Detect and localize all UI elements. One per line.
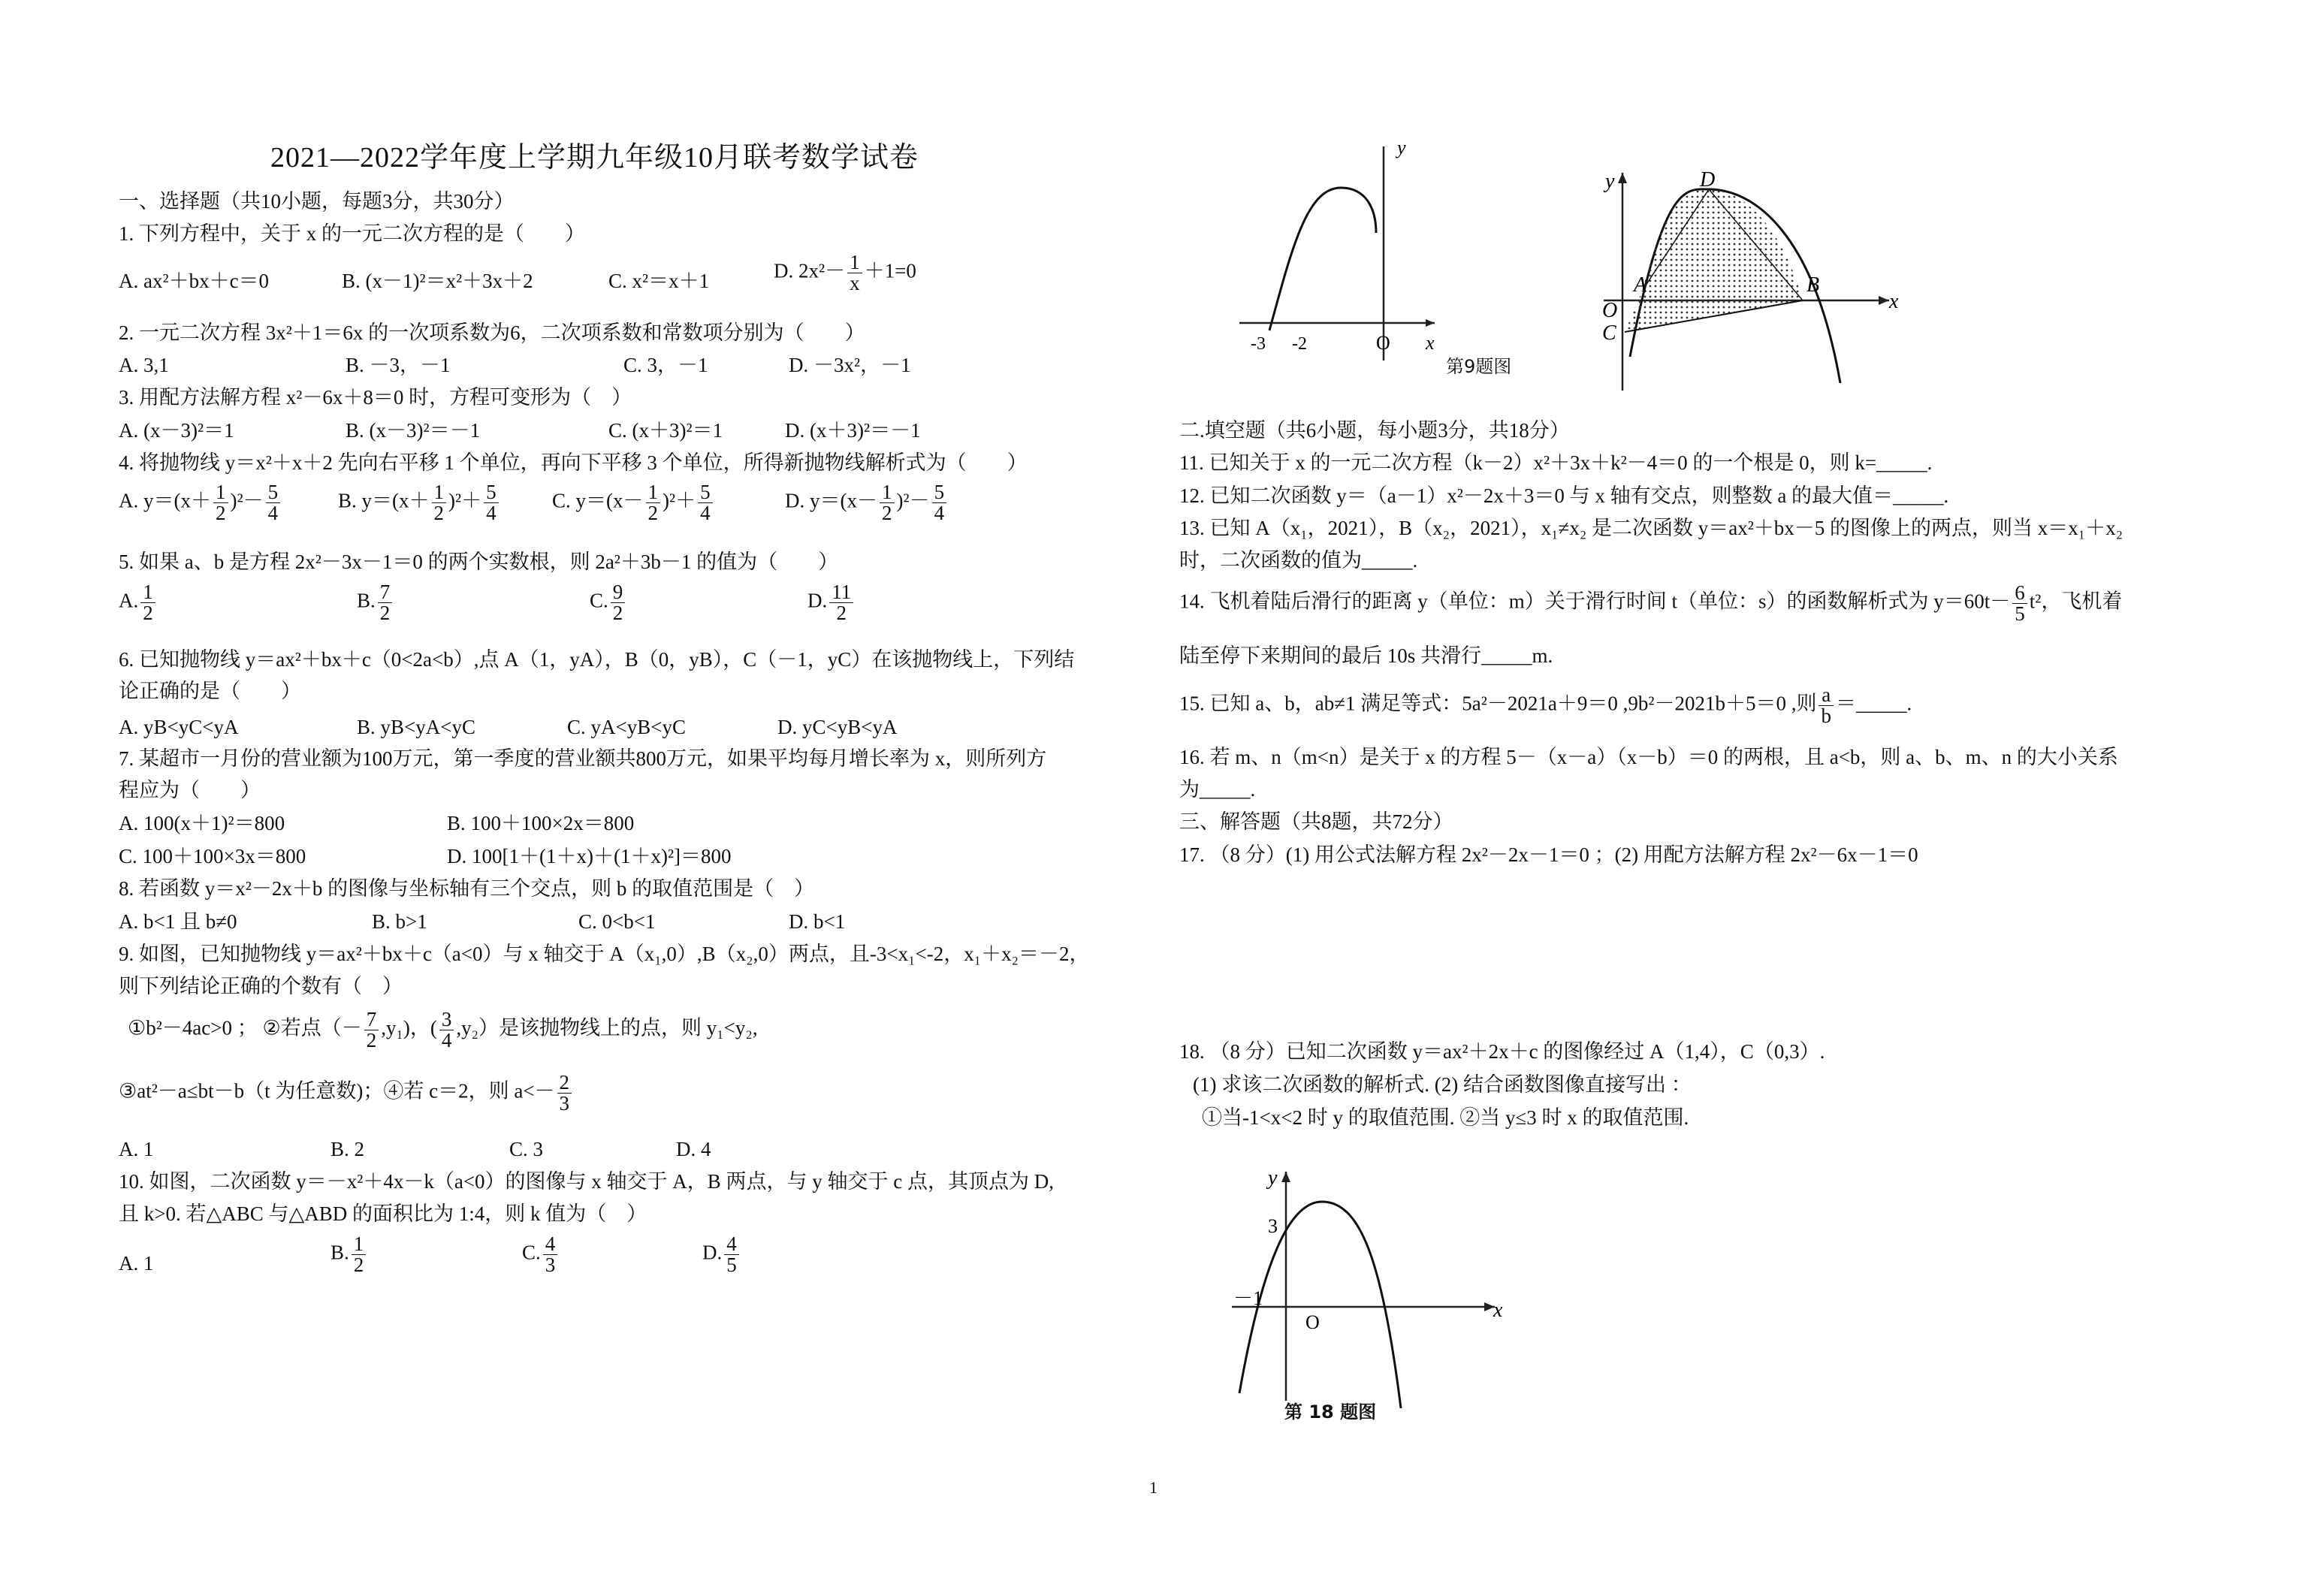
q14-pre: 14. 飞机着陆后滑行的距离 y（单位：m）关于滑行时间 t（单位：s）的函数解析式为 y＝60t－ (1179, 590, 2011, 613)
q9-stem-2: 则下列结论正确的个数有（ ） (119, 975, 403, 997)
q5-option-d (807, 582, 856, 623)
q10-d-num: 4 (724, 1234, 739, 1255)
q8-stem: 8. 若函数 y＝x²－2x＋b 的图像与坐标轴有三个交点，则 b 的取值范围是（ ） (119, 877, 815, 900)
q9-s2-den: 3 (559, 1092, 570, 1115)
fig18-origin: O (1305, 1311, 1320, 1333)
fig18-y-label: y (1268, 1166, 1278, 1190)
q1-d-den: x (850, 272, 860, 294)
q3-option-b: B. (x－3)²＝－1 (346, 419, 481, 442)
fig9-left-parabola (1269, 188, 1376, 330)
q9-s1-frac1 (364, 1009, 379, 1051)
q9-s2-pre: ③at²－a≤bt－b（t 为任意数)；④若 c＝2，则 a<－ (119, 1079, 555, 1103)
q4-b-frac1 (432, 482, 447, 523)
q5-c-num: 9 (611, 582, 626, 603)
q8-option-d: D. b<1 (789, 910, 846, 933)
q10-option-c (522, 1234, 560, 1275)
fig9-left-x-label: x (1426, 332, 1435, 354)
q4-stem: 4. 将抛物线 y＝x²＋x＋2 先向右平移 1 个单位，再向下平移 3 个单位，所得新抛物线解析式为（ ） (119, 451, 1028, 474)
q3-option-a: A. (x－3)²＝1 (119, 419, 234, 442)
q10-option-a: A. 1 (119, 1252, 154, 1275)
q9-s1-pre: ①b²－4ac>0 ； ②若点（－ (128, 1016, 362, 1039)
q2-option-b: B. －3，－1 (346, 354, 451, 376)
fig18-c-label: 3 (1268, 1215, 1278, 1237)
q6-stem: 6. 已知抛物线 y＝ax²＋bx＋c（0<2a<b）,点 A（1，yA），B（0，yB），C（－1，yC）在该抛物线上，下列结 (119, 648, 1075, 671)
q5-b-frac (378, 582, 393, 623)
q4-c-d2: 4 (700, 502, 711, 524)
q4-a-frac2 (266, 482, 281, 523)
q4-b-d2: 4 (486, 502, 497, 524)
q9-s1-n1: 7 (364, 1009, 379, 1030)
fig9-left-x-arrow (1426, 319, 1435, 327)
q10-stem: 10. 如图，二次函数 y＝－x²＋4x－k（a<0）的图像与 x 轴交于 A，B 两点，与 y 轴交于 c 点，其顶点为 D, (119, 1170, 1055, 1193)
q4-a-n2: 5 (266, 482, 281, 503)
q10-c-num: 4 (543, 1234, 558, 1255)
q4-c-n2: 5 (698, 482, 713, 503)
q5-a-den: 2 (143, 602, 153, 624)
q18-line-2: (1) 求该二次函数的解析式. (2) 结合函数图像直接写出 ： (1193, 1073, 1692, 1096)
q1-d-num: 1 (847, 252, 862, 273)
q4-option-b (338, 482, 501, 523)
q5-c-frac (611, 582, 626, 623)
q10-b-label: B. (331, 1241, 349, 1264)
q1-option-b: B. (x－1)²＝x²＋3x＋2 (342, 270, 533, 292)
q4-a-d1: 2 (216, 502, 226, 524)
q10-b-num: 1 (352, 1234, 367, 1255)
figure-18-caption: 第 18 题图 (1284, 1401, 1377, 1423)
fig18-tick-m1: －1 (1233, 1287, 1263, 1309)
q9-option-b: B. 2 (331, 1138, 365, 1160)
q15-post: ＝_____. (1835, 692, 1912, 715)
q10-c-den: 3 (545, 1254, 556, 1276)
q18-line-1: 18. （8 分）已知二次函数 y＝ax²＋2x＋c 的图像经过 A（1,4），C（0,3）. (1179, 1040, 1825, 1063)
section-3-heading: 三、解答题（共8题，共72分） (1179, 810, 1453, 833)
q9-statements-2 (119, 1073, 574, 1114)
section-2-heading: 二.填空题（共6小题，每小题3分，共18分） (1179, 419, 1570, 442)
figure-9-caption: 第9题图 (1446, 356, 1512, 377)
q13-line-2: 时，二次函数的值为_____. (1179, 549, 1418, 572)
q4-d-d1: 2 (882, 502, 892, 524)
fig9-left-tick-m3: -3 (1251, 334, 1266, 354)
q3-option-d: D. (x＋3)²＝－1 (785, 419, 921, 442)
q4-c-frac1 (646, 482, 661, 523)
fig9-right-y-label: y (1605, 170, 1615, 193)
q4-option-c (552, 482, 715, 523)
q9-s2-num: 2 (557, 1073, 572, 1094)
q14-num: 6 (2012, 583, 2027, 604)
q4-a-pre: A. y＝(x＋ (119, 489, 211, 512)
exam-title: 2021—2022学年度上学期九年级10月联考数学试卷 (270, 142, 919, 173)
q5-d-label: D. (807, 589, 828, 612)
q16-line-2: 为_____. (1179, 778, 1256, 801)
fig18-parabola (1239, 1202, 1401, 1408)
q6-option-d: D. yC<yB<yA (777, 716, 898, 738)
q9-s1-n2: 3 (439, 1009, 454, 1030)
q5-a-label: A. (119, 589, 139, 612)
q4-d-frac1 (880, 482, 895, 523)
q9-stem: 9. 如图，已知抛物线 y＝ax²＋bx＋c（a<0）与 x 轴交于 A（x₁,0）,B（x₂,0）两点，且-3<x₁<-2，x₁＋x₂＝－2， (119, 943, 1090, 965)
q9-s1-post: ,y₂）是该抛物线上的点，则 y₁<y₂, (456, 1016, 758, 1039)
q4-d-frac2 (932, 482, 947, 523)
q1-stem: 1. 下列方程中，关于 x 的一元二次方程的是（ ） (119, 222, 585, 245)
q4-a-n1: 1 (213, 482, 228, 503)
q8-option-b: B. b>1 (372, 910, 427, 933)
q15-text (1179, 685, 1912, 726)
fig9-right-point-d: D (1700, 168, 1716, 192)
q6-option-a: A. yB<yC<yA (119, 716, 239, 738)
q4-a-frac1 (213, 482, 228, 523)
q5-c-den: 2 (612, 602, 623, 624)
q4-b-d1: 2 (433, 502, 444, 524)
q4-b-mid: )²＋ (448, 489, 482, 512)
q3-option-c: C. (x＋3)²＝1 (608, 419, 723, 442)
q10-c-frac (543, 1234, 558, 1275)
figure-18-graph (1217, 1145, 1517, 1438)
fig9-right-point-c: C (1602, 321, 1616, 345)
q14-line-2: 陆至停下来期间的最后 10s 共滑行_____m. (1179, 644, 1553, 667)
q14-post: t²，飞机着 (2029, 590, 2123, 613)
q5-stem: 5. 如果 a、b 是方程 2x²－3x－1＝0 的两个实数根，则 2a²＋3b－1 的值为（ ） (119, 551, 839, 573)
q10-d-label: D. (702, 1241, 723, 1264)
section-1-heading: 一、选择题（共10小题，每题3分，共30分） (119, 190, 515, 213)
q6-option-c: C. yA<yB<yC (567, 716, 686, 738)
q13-line-1: 13. 已知 A（x₁，2021），B（x₂，2021），x₁≠x₂ 是二次函数 y＝ax²＋bx－5 的图像上的两点，则当 x＝x₁＋x₂ (1179, 517, 2123, 539)
q14-line-1 (1179, 583, 2122, 624)
q4-b-frac2 (484, 482, 499, 523)
q14-den: 5 (2015, 602, 2025, 625)
q1-option-c: C. x²＝x＋1 (608, 270, 710, 292)
q10-option-b (331, 1234, 368, 1275)
q10-c-label: C. (522, 1241, 541, 1264)
q17-text: 17. （8 分）(1) 用公式法解方程 2x²－2x－1＝0 ；(2) 用配方法解方程 2x²－6x－1＝0 (1179, 843, 1918, 866)
q1-option-a: A. ax²＋bx＋c＝0 (119, 270, 270, 292)
q4-c-d1: 2 (647, 502, 658, 524)
fig9-right-x-arrow (1879, 296, 1889, 305)
q10-b-den: 2 (353, 1254, 364, 1276)
q5-option-a (119, 582, 158, 623)
q4-d-n1: 1 (880, 482, 895, 503)
q5-a-frac (140, 582, 155, 623)
figure-9-right-graph (1559, 158, 1912, 398)
q7-stem-2: 程应为（ ） (119, 779, 261, 801)
q2-stem: 2. 一元二次方程 3x²＋1＝6x 的一次项系数为6，二次项系数和常数项分别为（ ） (119, 321, 865, 344)
fig9-right-x-label: x (1889, 290, 1899, 313)
q8-option-c: C. 0<b<1 (578, 910, 656, 933)
q18-line-3: ①当-1<x<2 时 y 的取值范围. ②当 y≤3 时 x 的取值范围. (1202, 1106, 1689, 1129)
fig9-right-point-o: O (1602, 299, 1618, 322)
fig9-left-tick-m2: -2 (1292, 334, 1307, 354)
q9-option-d: D. 4 (676, 1138, 711, 1160)
q5-option-b (357, 582, 394, 623)
q5-d-frac (829, 582, 853, 623)
q4-option-a (119, 482, 282, 523)
q5-b-num: 7 (378, 582, 393, 603)
page-number: 1 (1149, 1478, 1158, 1497)
q6-stem-2: 论正确的是（ ） (119, 680, 301, 702)
fig9-right-point-b: B (1806, 273, 1820, 297)
q7-option-d: D. 100[1＋(1＋x)＋(1＋x)²]＝800 (447, 845, 732, 867)
q14-frac (2012, 583, 2027, 624)
q10-d-den: 5 (726, 1254, 737, 1276)
q15-frac (1819, 685, 1834, 726)
q4-a-mid: )²－ (230, 489, 264, 512)
q8-option-a: A. b<1 且 b≠0 (119, 910, 237, 933)
q9-s1-frac2 (439, 1009, 454, 1051)
q2-option-c: C. 3，－1 (623, 354, 708, 376)
q5-d-den: 2 (836, 602, 847, 624)
q9-option-a: A. 1 (119, 1138, 154, 1160)
q2-option-d: D. －3x²，－1 (789, 354, 911, 376)
q16-line-1: 16. 若 m、n（m<n）是关于 x 的方程 5－（x－a）（x－b）＝0 的两根，且 a<b，则 a、b、m、n 的大小关系 (1179, 746, 2118, 768)
q7-option-b: B. 100＋100×2x＝800 (447, 812, 635, 834)
q4-c-pre: C. y＝(x－ (552, 489, 644, 512)
q11-text: 11. 已知关于 x 的一元二次方程（k－2）x²＋3x＋k²－4＝0 的一个根是 0，则 k=_____. (1179, 451, 1933, 474)
fig9-left-origin: O (1376, 332, 1390, 354)
q4-option-d (785, 482, 949, 523)
q15-num: a (1819, 685, 1834, 706)
q10-option-d (702, 1234, 741, 1275)
q15-den: b (1821, 704, 1831, 727)
q5-a-num: 1 (140, 582, 155, 603)
q3-stem: 3. 用配方法解方程 x²－6x＋8＝0 时，方程可变形为（ ） (119, 386, 632, 409)
fig9-right-point-a: A (1634, 273, 1647, 297)
figure-9-left-graph (1179, 135, 1480, 383)
q12-text: 12. 已知二次函数 y＝（a－1）x²－2x＋3＝0 与 x 轴有交点，则整数 a 的最大值＝_____. (1179, 484, 1949, 507)
q4-b-n1: 1 (432, 482, 447, 503)
q4-a-d2: 4 (267, 502, 279, 524)
q1-d-fraction (847, 252, 862, 294)
q5-option-c (590, 582, 627, 623)
q9-option-c: C. 3 (509, 1138, 544, 1160)
q10-d-frac (724, 1234, 739, 1275)
q9-s1-d2: 4 (441, 1029, 452, 1051)
q1-option-d (774, 252, 916, 294)
q1-d-pre: D. 2x²－ (774, 259, 846, 282)
q4-d-n2: 5 (932, 482, 947, 503)
q9-s1-d1: 2 (366, 1029, 377, 1051)
q5-b-label: B. (357, 589, 376, 612)
q5-c-label: C. (590, 589, 608, 612)
q5-b-den: 2 (379, 602, 391, 624)
q4-c-mid: )²＋ (663, 489, 696, 512)
q4-d-pre: D. y＝(x－ (785, 489, 877, 512)
q7-option-c: C. 100＋100×3x＝800 (119, 845, 306, 867)
q10-stem-2: 且 k>0. 若△ABC 与△ABD 的面积比为 1:4，则 k 值为（ ） (119, 1202, 647, 1225)
q4-d-mid: )²－ (896, 489, 930, 512)
q9-statements-1 (128, 1009, 758, 1051)
q7-stem: 7. 某超市一月份的营业额为100万元，第一季度的营业额共800万元，如果平均每月增长率为 x，则所列方 (119, 747, 1047, 770)
q6-option-b: B. yB<yA<yC (357, 716, 475, 738)
q7-option-a: A. 100(x＋1)²＝800 (119, 812, 285, 834)
q4-d-d2: 4 (934, 502, 945, 524)
q4-b-pre: B. y＝(x＋ (338, 489, 430, 512)
fig18-x-label: x (1493, 1299, 1503, 1322)
q4-c-n1: 1 (646, 482, 661, 503)
q4-c-frac2 (698, 482, 713, 523)
q1-d-post: ＋1=0 (864, 259, 916, 282)
q9-s2-frac (557, 1073, 572, 1114)
q15-pre: 15. 已知 a、b，ab≠1 满足等式：5a²－2021a＋9＝0 ,9b²－2021b＋5＝0 ,则 (1179, 692, 1817, 715)
fig9-right-y-arrow (1618, 173, 1627, 183)
fig18-y-arrow (1281, 1172, 1290, 1182)
q2-option-a: A. 3,1 (119, 354, 169, 376)
fig9-left-y-label: y (1397, 137, 1406, 158)
q4-b-n2: 5 (484, 482, 499, 503)
q5-d-num: 11 (829, 582, 853, 603)
q10-b-frac (352, 1234, 367, 1275)
q9-s1-mid: ,y₁)，( (381, 1016, 437, 1039)
